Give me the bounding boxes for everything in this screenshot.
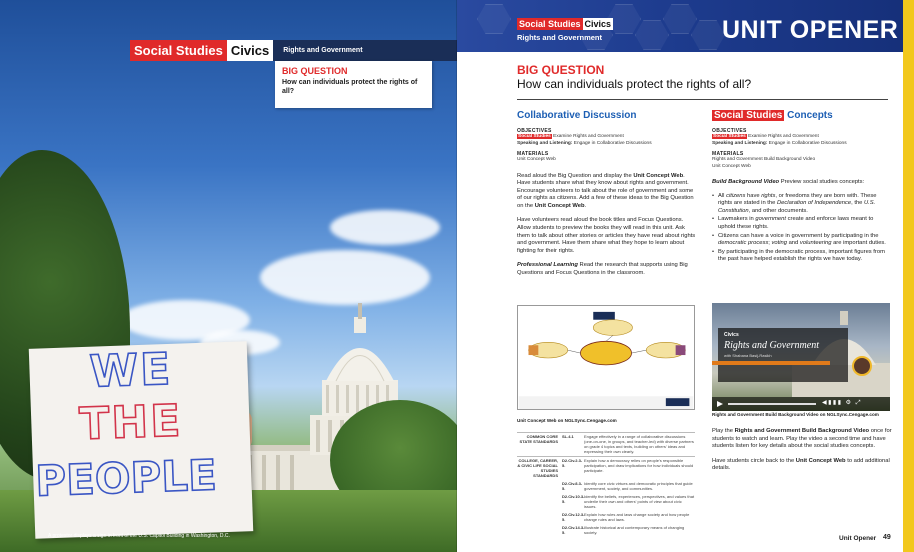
table-row <box>517 511 695 522</box>
standard-code: D2.Civ.8.3-5. <box>562 481 583 491</box>
standards-head <box>517 494 562 509</box>
standard-description: Explain how rules and laws change society and how people change rules and laws. <box>584 512 690 522</box>
objective-line <box>712 141 892 148</box>
standard-code: D2.Civ.14.3-5. <box>562 525 585 535</box>
sign-word-we: WE <box>88 343 174 398</box>
build-background-video[interactable] <box>712 303 890 411</box>
video-instructions <box>712 428 892 473</box>
big-question-label: BIG QUESTION <box>517 63 605 77</box>
hex-pattern <box>663 4 697 34</box>
materials-label: MATERIALS <box>712 151 744 157</box>
photo-caption: A protestor displays a sign in front of the U.S. Capitol Building in Washington, D.C. <box>48 533 230 539</box>
protest-sign <box>29 341 253 538</box>
divider <box>517 99 888 100</box>
figure-caption: Unit Concept Web on NGLSync.Cengage.com <box>517 418 617 423</box>
objective-text: Examine Rights and Government <box>746 134 819 139</box>
text-run: . Have students share what they know about rights and government. Encourage volunteers to talk about the role of government and some of our rights as citizens. Add a few of these ideas to the Big Question on the <box>517 172 694 209</box>
objective-text: Examine Rights and Government <box>551 134 624 139</box>
subject-header <box>130 40 457 61</box>
objective-text: Engage in Collaborative Discussions <box>767 140 847 146</box>
table-row <box>517 493 695 509</box>
table-row <box>517 524 695 535</box>
strand-tag: Civics <box>584 19 612 29</box>
big-question-label: BIG QUESTION <box>282 66 348 76</box>
paragraph <box>517 173 697 211</box>
objectives-label: OBJECTIVES <box>517 128 552 134</box>
sign-word-the: THE <box>78 395 184 451</box>
paragraph <box>712 179 892 187</box>
subject-chip: Social Studies <box>713 134 746 139</box>
standard-description: Explain how a democracy relies on people's responsible participation, and draw implications for how individuals should participate. <box>584 458 694 473</box>
standard-description: Identify core civic virtues and democratic principles that guide government, society, and communities. <box>584 481 693 491</box>
accent-stripe <box>712 361 830 365</box>
standard-description: Identify the beliefs, experiences, perspectives, and values that underlie their own and others' points of view about civic issues. <box>584 494 695 509</box>
objective-text: Engage in Collaborative Discussions <box>572 140 652 146</box>
list-item: • All citizens have rights, or freedoms they are born with. These rights are stated in the Declaration of Independence, the U.S. Constitution, and other documents. <box>712 193 892 216</box>
standards-head <box>517 481 562 491</box>
material-item: Rights and Government Build Background Video <box>712 157 816 162</box>
column-heading <box>712 110 892 121</box>
heading-text: Concepts <box>784 110 833 121</box>
page-number: 49 <box>883 534 891 541</box>
cloud <box>330 210 440 245</box>
play-icon[interactable] <box>717 401 723 407</box>
standards-head <box>517 512 562 522</box>
social-studies-concepts-column <box>712 110 892 265</box>
standard-code: D2.Civ.12.3-5. <box>562 512 585 522</box>
standards-head <box>517 525 562 535</box>
hex-pattern <box>635 20 669 50</box>
strand-tag: Civics <box>227 40 273 61</box>
objective-lead: Speaking and Listening: <box>517 140 573 146</box>
unit-subtitle: Rights and Government <box>283 47 363 54</box>
collaborative-discussion-column <box>517 110 697 278</box>
text-run: Read aloud the Big Question and display the <box>517 172 634 179</box>
text-run: Unit Concept Web <box>633 172 684 179</box>
teacher-page <box>457 0 914 552</box>
standards-head: COLLEGE, CAREER, & CIVIC LIFE SOCIAL STUDIES STANDARDS <box>517 458 558 478</box>
standard-description: Illustrate historical and contemporary means of changing society. <box>584 525 685 535</box>
paragraph <box>517 262 697 277</box>
paragraph: Have students circle back to the Unit Concept Web to add additional details. <box>712 457 890 472</box>
list-item: • Lawmakers in government create and enforce laws meant to uphold these rights. <box>712 216 892 231</box>
video-narrator: with Shabana Basij-Rasikh <box>724 353 772 358</box>
subject-tag: Social Studies <box>519 19 581 29</box>
video-title: Rights and Government <box>724 340 819 351</box>
subject-tag: Social Studies <box>130 40 227 61</box>
standard-description: Engage effectively in a range of collaborative discussions (one-on-one, in groups, and teacher-led) with diverse partners on grade 4 topics and texts, building on others' ideas and expressing their own clearly. <box>584 434 694 454</box>
hex-pattern <box>477 4 511 34</box>
paragraph: Have volunteers read aloud the book titles and Focus Questions. Allow students to preview the books they will read in this unit. Ask them to talk about other stories or articles they have read about rights and government. Have them share what they hope to learn about fighting for their rights. <box>517 217 696 254</box>
big-question-text: How can individuals protect the rights of all? <box>517 77 752 91</box>
paragraph: Play the Rights and Government Build Background Video once for students to watch and learn. Play the video a second time and have students listen for key details about the social studies concepts. <box>712 428 892 450</box>
subject-chip: Social Studies <box>714 110 783 121</box>
standard-code: D2.Civ.10.3-5. <box>562 494 585 504</box>
hex-pattern <box>691 20 725 50</box>
standards-table <box>517 432 695 537</box>
objective-lead: Speaking and Listening: <box>712 140 768 146</box>
subject-header <box>517 18 613 30</box>
standard-code: SL.4.1 <box>562 434 574 439</box>
video-title-card <box>718 328 848 382</box>
page-edge-accent <box>903 0 914 552</box>
figure-caption: Rights and Government Build Background Video on NGLSync.Cengage.com <box>712 412 879 417</box>
materials-label: MATERIALS <box>517 151 549 157</box>
material-item: Unit Concept Web <box>517 157 556 162</box>
table-row <box>517 456 695 478</box>
table-row <box>517 432 695 454</box>
video-controls <box>712 397 890 411</box>
objective-line <box>517 141 697 148</box>
list-item: • By participating in the democratic process, important figures from the past have helped establish the rights we have today. <box>712 249 892 264</box>
column-heading: Collaborative Discussion <box>517 110 637 121</box>
video-progress-bar[interactable] <box>728 403 816 405</box>
section-banner-title: UNIT OPENER <box>722 16 899 44</box>
text-run: Read the research that supports using Big Questions and Focus Questions in the classroom. <box>517 262 688 277</box>
big-question-box <box>275 61 432 108</box>
footer-section-label: Unit Opener <box>839 535 877 542</box>
volume-icon[interactable]: ◀▮▮▮ ⚙ ⤢ <box>822 400 863 406</box>
text-run: Professional Learning <box>517 262 578 269</box>
text-run: Preview social studies concepts: <box>779 179 865 185</box>
table-row <box>517 480 695 491</box>
standard-code: D2.Civ.2.3-5. <box>562 458 583 468</box>
big-question-text: How can individuals protect the rights of all? <box>282 79 418 95</box>
video-strand: Civics <box>724 332 739 338</box>
material-item: Unit Concept Web <box>712 163 751 169</box>
concept-list <box>712 193 892 264</box>
text-run: Unit Concept Web <box>534 202 585 209</box>
narrator-avatar <box>852 356 872 376</box>
text-run: . <box>584 202 587 209</box>
sign-word-people: PEOPLE <box>34 450 218 506</box>
objectives-label: OBJECTIVES <box>712 128 747 134</box>
subject-chip: Social Studies <box>518 134 551 139</box>
text-run: Build Background Video <box>712 179 780 185</box>
standards-head: COMMON CORE STATE STANDARDS <box>519 434 558 444</box>
unit-concept-web-thumbnail <box>517 305 695 410</box>
list-item: • Citizens can have a voice in government by participating in the democratic process; voting and volunteering are important duties. <box>712 233 892 248</box>
unit-subtitle: Rights and Government <box>517 33 603 42</box>
